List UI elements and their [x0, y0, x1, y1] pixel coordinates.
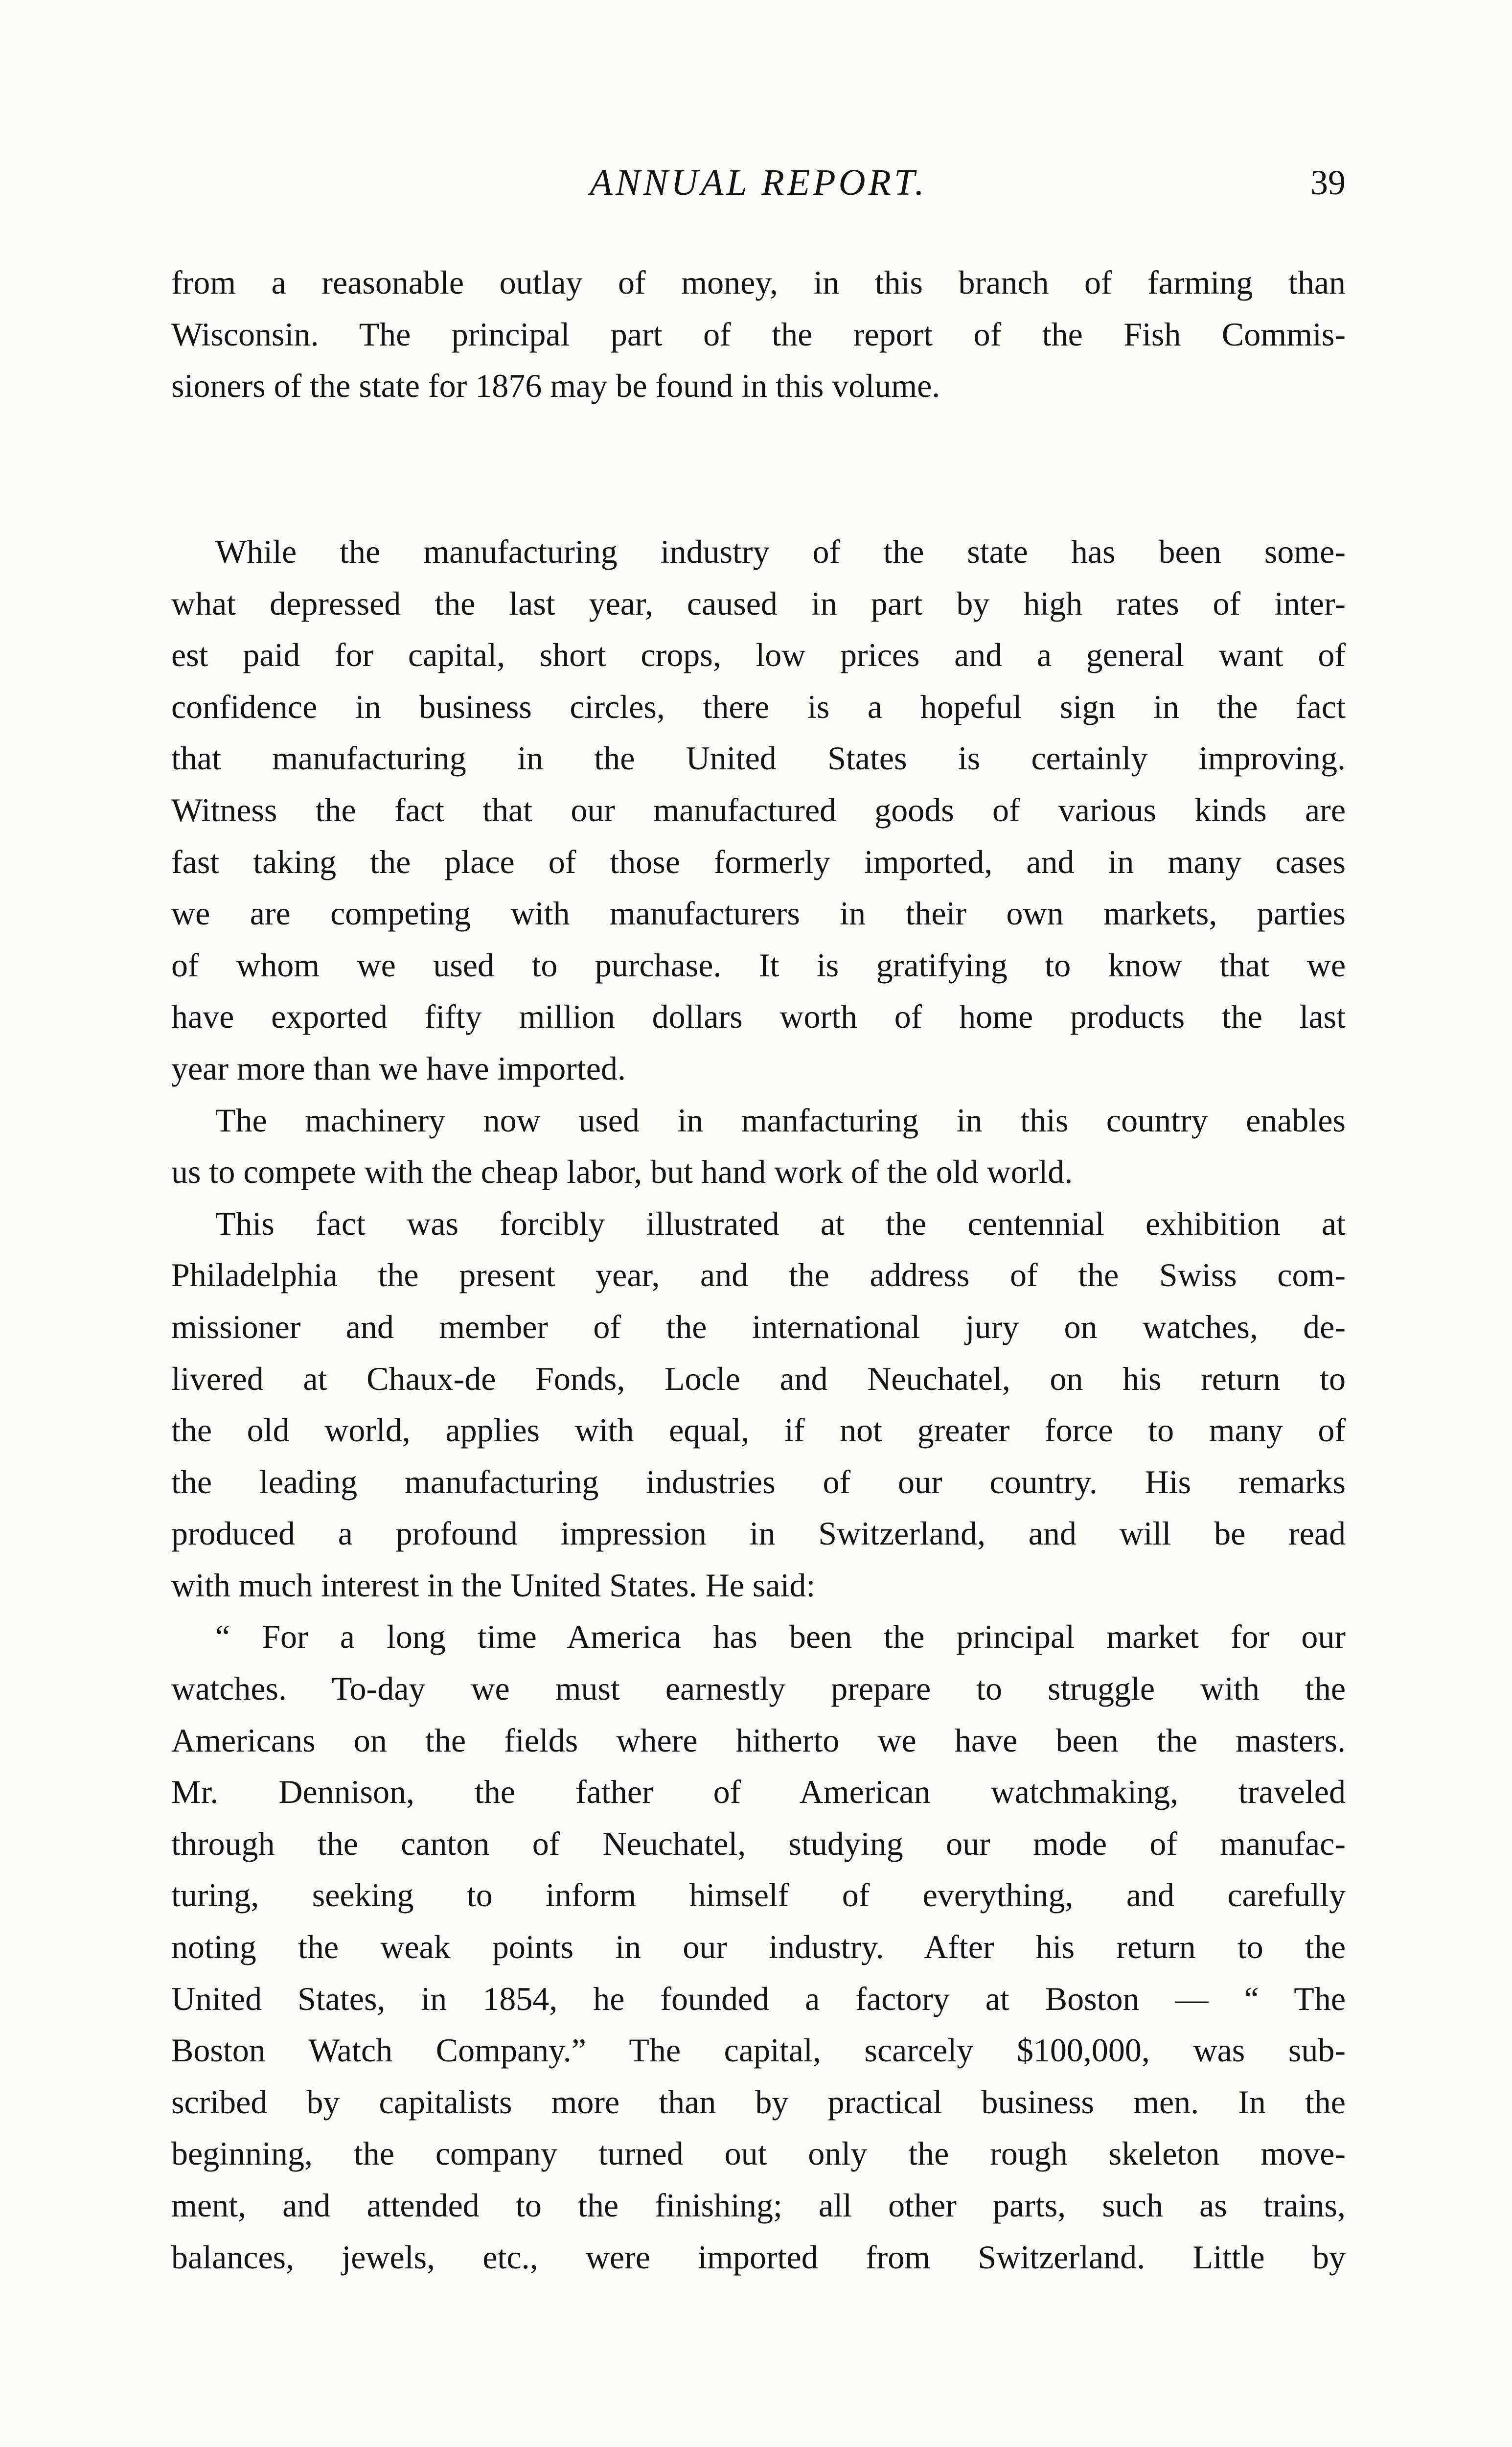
text-line: fast taking the place of those formerly imported, and in many cases [171, 843, 1346, 880]
text-line: This fact was forcibly illustrated at the centennial exhibition at [215, 1204, 1346, 1242]
text-line: produced a profound impression in Switzerland, and will be read [171, 1515, 1346, 1552]
text-line: Mr. Dennison, the father of American watchmaking, traveled [171, 1773, 1346, 1811]
text-line: Philadelphia the present year, and the address of the Swiss com- [171, 1256, 1346, 1294]
text-line: year more than we have imported. [171, 1049, 626, 1087]
text-line: balances, jewels, etc., were imported from Switzerland. Little by [171, 2238, 1346, 2276]
text-line: watches. To-day we must earnestly prepare to struggle with the [171, 1670, 1346, 1708]
text-line: turing, seeking to inform himself of everything, and carefully [171, 1876, 1346, 1914]
page-number: 39 [1310, 163, 1346, 202]
text-line: we are competing with manufacturers in their own markets, parties [171, 895, 1346, 932]
text-line: through the canton of Neuchatel, studying our mode of manufac- [171, 1824, 1346, 1862]
text-line: scribed by capitalists more than by practical business men. In the [171, 2083, 1346, 2121]
text-line: ment, and attended to the finishing; all other parts, such as trains, [171, 2187, 1346, 2224]
text-line: confidence in business circles, there is a hopeful sign in the fact [171, 688, 1346, 725]
main-text [171, 526, 1346, 2283]
text-line: with much interest in the United States. He said: [171, 1566, 816, 1604]
paragraph-centennial [171, 1198, 1346, 1612]
text-line: Witness the fact that our manufactured goods of various kinds are [171, 791, 1346, 829]
text-line: what depressed the last year, caused in part by high rates of inter- [171, 584, 1346, 622]
paragraph-manufacturing [171, 526, 1346, 1095]
text-line: beginning, the company turned out only the rough skeleton move- [171, 2135, 1346, 2172]
text-line: of whom we used to purchase. It is gratifying to know that we [171, 946, 1346, 984]
text-line: While the manufacturing industry of the state has been some- [215, 533, 1346, 570]
text-line: est paid for capital, short crops, low prices and a general want of [171, 636, 1346, 674]
text-line: us to compete with the cheap labor, but hand work of the old world. [171, 1153, 1073, 1191]
text-line: sioners of the state for 1876 may be found in this volume. [171, 367, 940, 405]
text-line: Americans on the fields where hitherto we have been the masters. [171, 1721, 1346, 1759]
paragraph-quotation [171, 1611, 1346, 2283]
text-line: The machinery now used in manfacturing in this country enables [215, 1101, 1346, 1139]
text-line: have exported fifty million dollars worth of home products the last [171, 998, 1346, 1036]
text-line: noting the weak points in our industry. After his return to the [171, 1928, 1346, 1966]
paragraph-machinery [171, 1095, 1346, 1198]
text-line: livered at Chaux-de Fonds, Locle and Neuchatel, on his return to [171, 1360, 1346, 1397]
text-line: “ For a long time America has been the principal market for our [215, 1618, 1346, 1656]
text-line: missioner and member of the international jury on watches, de- [171, 1308, 1346, 1345]
paragraph-continued [171, 257, 1346, 412]
text-line: that manufacturing in the United States is certainly improving. [171, 739, 1346, 777]
text-line: the old world, applies with equal, if not greater force to many of [171, 1411, 1346, 1449]
text-line: Boston Watch Company.” The capital, scarcely $100,000, was sub- [171, 2031, 1346, 2069]
text-line: Wisconsin. The principal part of the report of the Fish Commis- [171, 315, 1346, 353]
running-head-title: ANNUAL REPORT. [590, 162, 927, 203]
text-line: United States, in 1854, he founded a factory at Boston — “ The [171, 1980, 1346, 2017]
text-line: from a reasonable outlay of money, in this branch of farming than [171, 264, 1346, 301]
running-head [171, 156, 1346, 209]
text-line: the leading manufacturing industries of our country. His remarks [171, 1463, 1346, 1501]
